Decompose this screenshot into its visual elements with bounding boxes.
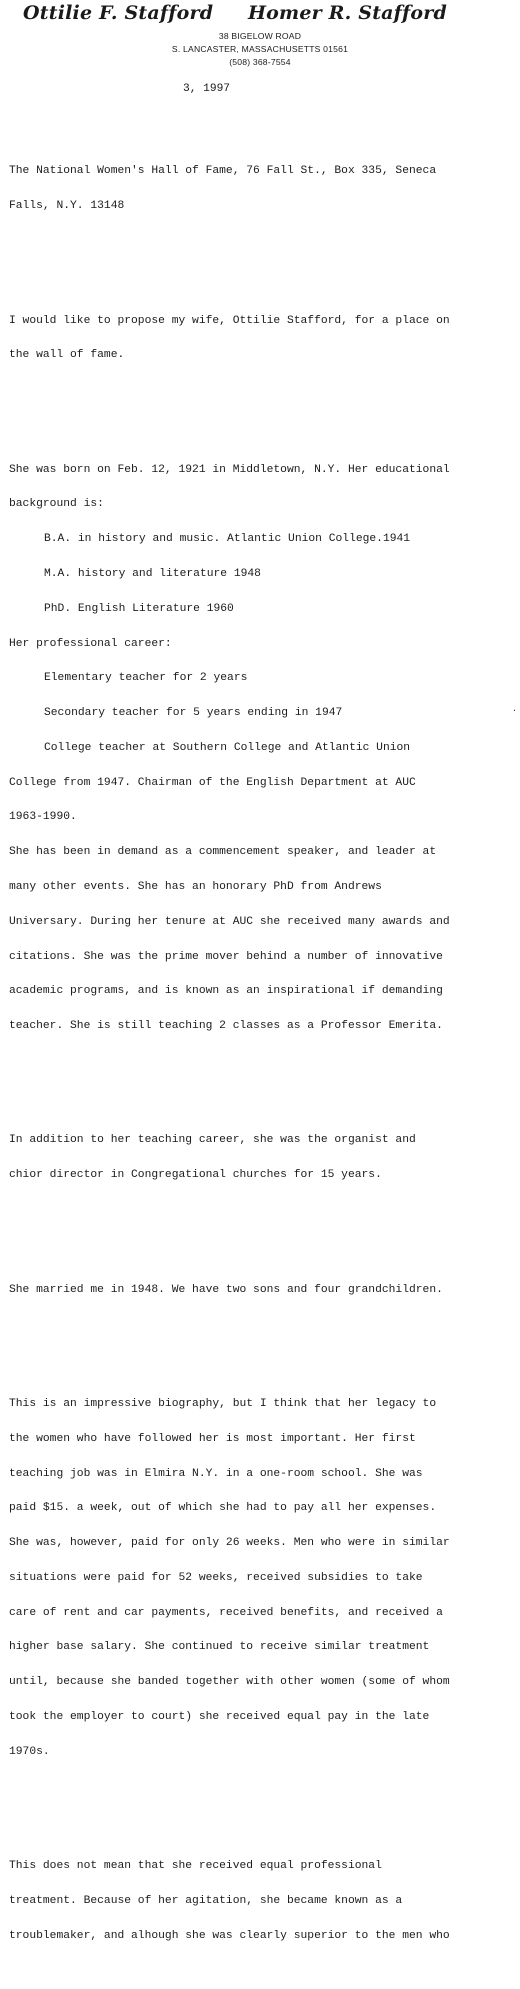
text-line: This does not mean that she received equal professional	[9, 1860, 382, 1873]
recipient-paragraph	[9, 143, 514, 236]
letterhead-names	[0, 2, 470, 24]
text-line: took the employer to court) she received equal pay in the late	[9, 1710, 430, 1723]
career-item: Secondary teacher for 5 years ending in 1947	[44, 707, 343, 720]
text-line: the wall of fame.	[9, 349, 125, 362]
text-line: She married me in 1948. We have two sons and four grandchildren.	[9, 1283, 443, 1296]
letterhead-phone: (508) 368-7554	[229, 57, 291, 67]
text-line: many other events. She has an honorary PhD from Andrews	[9, 881, 382, 893]
text-line: 1970s.	[9, 1745, 50, 1758]
organist-paragraph	[9, 1112, 514, 1205]
biography-paragraph	[9, 441, 514, 1055]
education-item: PhD. English Literature 1960	[44, 602, 234, 615]
letterhead-city: S. LANCASTER, MASSACHUSETTS 01561	[171, 44, 349, 54]
text-line: She was, however, paid for only 26 weeks. Men who were in similar	[9, 1537, 450, 1550]
text-line: paid $15. a week, out of which she had to pay all her expenses.	[9, 1502, 437, 1515]
text-line: The National Women's Hall of Fame, 76 Fall St., Box 335, Seneca	[9, 165, 437, 178]
text-line: Falls, N.Y. 13148	[9, 200, 125, 213]
intro-paragraph	[9, 292, 514, 385]
name-ottilie: Ottilie F. Stafford	[22, 2, 214, 24]
text-line: Universary. During her tenure at AUC she received many awards and	[9, 915, 450, 928]
text-line: She has been in demand as a commencement speaker, and leader at	[9, 846, 437, 859]
text-line: In addition to her teaching career, she was the organist and	[9, 1134, 416, 1147]
letter-date: 3, 1997	[183, 83, 230, 95]
text-line: teacher. She is still teaching 2 classes as a Professor Emerita.	[9, 1020, 443, 1033]
education-item: B.A. in history and music. Atlantic Union College.1941	[44, 533, 411, 546]
letter-body	[9, 120, 514, 1989]
closing-paragraph	[9, 1838, 514, 1966]
education-item: M.A. history and literature 1948	[44, 567, 261, 580]
text-line: situations were paid for 52 weeks, received subsidies to take	[9, 1571, 423, 1584]
text-line: College from 1947. Chairman of the English Department at AUC	[9, 776, 416, 789]
text-line: academic programs, and is known as an inspirational if demanding	[9, 985, 443, 998]
letterhead-street: 38 BIGELOW ROAD	[218, 31, 302, 41]
text-line: troublemaker, and alhough she was clearly superior to the men who	[9, 1929, 450, 1942]
text-line: chior director in Congregational churches for 15 years.	[9, 1169, 382, 1182]
text-line: the women who have followed her is most important. Her first	[9, 1432, 416, 1445]
career-item: College teacher at Southern College and Atlantic Union	[44, 741, 411, 754]
legacy-paragraph	[9, 1376, 514, 1782]
text-line: care of rent and car payments, received benefits, and received a	[9, 1606, 443, 1619]
name-homer: Homer R. Stafford	[248, 2, 448, 24]
married-paragraph	[9, 1261, 514, 1319]
text-line: This is an impressive biography, but I think that her legacy to	[9, 1397, 437, 1410]
text-line: teaching job was in Elmira N.Y. in a one-room school. She was	[9, 1467, 423, 1480]
text-line: background is:	[9, 498, 104, 511]
text-line: treatment. Because of her agitation, she became known as a	[9, 1894, 403, 1907]
text-line: She was born on Feb. 12, 1921 in Middletown, N.Y. Her educational	[9, 463, 450, 476]
text-line: until, because she banded together with other women (some of whom	[9, 1676, 450, 1689]
text-line: I would like to propose my wife, Ottilie Stafford, for a place on	[9, 314, 450, 327]
career-item: Elementary teacher for 2 years	[44, 672, 248, 685]
text-line: citations. She was the prime mover behind a number of innovative	[9, 950, 443, 963]
text-line: 1963-1990.	[9, 811, 77, 824]
page-corner-mark: ·	[512, 706, 516, 717]
text-line: higher base salary. She continued to receive similar treatment	[9, 1641, 430, 1654]
career-label: Her professional career:	[9, 637, 172, 650]
